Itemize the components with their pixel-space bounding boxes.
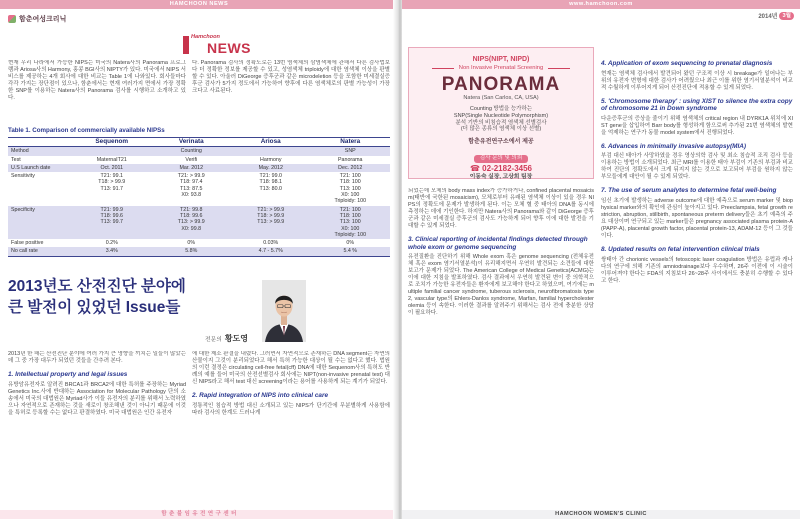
table-cell: 5.8% <box>152 247 232 256</box>
ad-subtitle-text: Non Invasive Prenatal Screening <box>458 65 544 71</box>
section-1-body-continued: 에 대한 제소 판결을 내렸다. 그러면서 자연적으로 존재하는 DNA segment는 자연의 산물이지 그것이 분리되었다고 해서 특허 가능한 대상이 될 수는 없다고 했다. 법원의 이런 결정은 circulating cell-free fetal(cff) DNA에 대한 Sequenom사의 특허도 반례의 예를 들어 미국의 산전선별검사 회사에는 NIPT(non-invasive prenatal test) 대신 NIPS라고 해서 test 대신 screening이라는 용어를 사용하게 되는 계기가 되었다. <box>192 351 390 385</box>
section-4-body: 현재는 염색체 검사에서 발견되어 왔던 구조적 이상 시 breakage가 일어나는 부위의 유전자 변형에 대한 검사가 어려웠으나 최근 이를 위한 염기서열분석이 비교적 수월하게 이루어지게 되어 산전진단에 적용할 수 있게 되었다. <box>601 70 793 91</box>
author-role: 전문의 <box>205 337 222 343</box>
table-row-sensitivity <box>8 172 390 205</box>
ad-nips-title: NIPS(NIPT, NIPD) <box>472 56 530 63</box>
table-cell: MaternaIT21 <box>96 156 127 163</box>
section-7-heading: 7. The use of serum analytes to determine fetal well-being <box>601 187 777 195</box>
table-cell: T21: 100 T18: 100 T13: 100 X0: 100 Triploidy: 100 <box>334 173 367 205</box>
issue-month-badge: 3월 <box>779 12 794 20</box>
article-column-1 <box>8 351 186 507</box>
table-cell: Panorama <box>338 156 363 163</box>
table-row-method <box>8 147 390 156</box>
table-cell: T21: 100 T18: 100 T13: 100 X0: 100 Triploidy: 100 <box>311 206 391 239</box>
section-2-heading: 2. Rapid integration of NIPS into clinical care <box>192 392 329 399</box>
table-cell: Oct. 2011 <box>72 164 152 172</box>
table-cell: T21: > 99.9 T18: > 99.9 T13: > 99.9 <box>231 206 311 239</box>
feature-title <box>8 276 186 318</box>
section-7-body: 임신 초기에 발생하는 adverse outcome에 대한 예측으로 serum marker 및 biophysical marker와의 확인에 관심이 높아지고 있다. Preeclampsia, fetal growth restriction, abruption, stillbirth, spontaneous preterm delivery들은 초기 예측의 주요 대상이며 연구되고 있는 marker들은 pregnancy associated plasma protein-A (PAPP-A), placental growth factor, placental protein-13, ADAM-12 등이 그 것들이다. <box>601 197 793 239</box>
table-cell: T21: 99.9 T18: 99.6 T13: 99.7 <box>72 206 152 239</box>
ad-description-line: (더 많은 종류의 염색체 이상 선별) <box>460 126 542 133</box>
section-6-heading: 6. Advances in minimally invasive autopsy(MIA) <box>601 142 747 150</box>
author-photo <box>262 280 306 342</box>
right-footer-bar: HAMCHOON WOMEN'S CLINIC <box>402 510 800 519</box>
ad-description <box>409 106 593 133</box>
table-row-label: Sensitivity <box>11 173 35 180</box>
left-footer-bar: 함 춘 불 임 유 전 연 구 센 터 <box>0 510 398 519</box>
right-page <box>402 0 800 519</box>
table-row-label: Method <box>8 147 72 156</box>
section-2-body: 정통적인 침습적 방법 대신 소개되고 있는 NIPS가 단기간에 무분별하게 사용함에 따라 검사의 한계도 드러나게 <box>192 402 390 416</box>
table-cell: 5.4 % <box>311 247 391 256</box>
table-cell: Mar. 2012 <box>152 164 232 172</box>
ad-product-name: PANORAMA <box>441 74 561 95</box>
clinic-logo <box>8 14 66 24</box>
ad-inquiry-label: 검사 문의 및 의뢰 <box>474 155 529 163</box>
table-cell-counting: Counting <box>72 147 311 156</box>
table-cell: 0.03% <box>263 240 279 247</box>
table-row-launch-date <box>8 164 390 172</box>
clinic-logo-text: 함춘여성크리닉 <box>19 16 67 23</box>
ad-rule-left <box>432 68 454 69</box>
intro-paragraph-col1: 현재 우리 나라에서 가능한 NIPS는 미국의 Natera사의 Panorama 프로그램과 Ariosa사의 Harmony, 홍콩 BGI사의 NIPTY가 있다. 미국에서 NIPS 서비스를 제공하는 4개 회사에 대한 비교는 Table 1에 나와있다. 회사들마다 각각 가지는 장단점이 있으나, 함춘에서는 현재 여러가지 면에서 가장 정확한 SNP를 이용하는 Natera사의 Panorama 검사를 시행하고 소개하고 있다. <box>8 60 186 101</box>
table-cell: 0% <box>346 240 355 247</box>
feature-title-line1: 2013년도 산전진단 분야에 <box>8 278 186 295</box>
author-name: 황도영 <box>224 334 248 343</box>
left-header-bar: HAMCHOON NEWS <box>0 0 398 9</box>
section-8-body: 쌍태아 간 chorionic vessels의 fetoscopic laser coagulation 방법은 유럽과 캐나다의 연구에 의해 기존의 amniodrainage보다 우수하며, 26주 이전에 이 시술이 이루어져야 한다는 FDA의 지침보다 26~28주 사이에서도 충분히 수행할 수 있다고 한다. <box>601 256 793 284</box>
ad-maker: Natera (San Carlos, CA, USA) <box>463 95 539 101</box>
table-title: Table 1. Comparison of commercially available NIPSs <box>8 127 165 134</box>
table-row-false-positive <box>8 239 390 247</box>
news-logo-mark-icon <box>183 36 189 54</box>
section-5-body: 다운증후군의 증상을 줄이기 위해 염색체의 critical region 내 DYRK1A 위치에 XIST gene을 삽입하여 Barr body를 형성하게 함으로써 추가된 21번 염색체의 발현을 억제하는 연구가 동물 model system에서 진행되었다. <box>601 115 793 136</box>
news-logo-brand: Hamchoon <box>191 34 220 40</box>
table-row-no-call-rate <box>8 247 390 256</box>
table-row-specificity <box>8 206 390 239</box>
section-1-body: 유방암유전자로 알려진 BRCA1과 BRCA2에 대한 특허를 주장하는 Myriad Genetics Inc.사에 반대하는 Association for Molecular Pathology 단의 소송에서 미국의 대법원은 Myriad사가 이들 유전자의 분리를 위해서 노력하였으나 자연적으로 존재하는 것을 새로이 창조해낸 것이 아니기 때문에 이것을 특허로 등록할 수는 없다고 판결하였다. 미국 대법원은 인간 유전자 <box>8 381 186 416</box>
panorama-ad-box <box>408 47 594 179</box>
table-cell: T21: 99.1 T18: > 99.9 T13: 91.7 <box>98 173 126 192</box>
table-row-label: Specificity <box>8 206 72 239</box>
author-byline <box>205 333 248 344</box>
table-header-row <box>8 138 390 147</box>
table-cell: 0.2% <box>105 240 118 247</box>
section-2-body-continued: 되었는데 모체의 body mass index가 증가하거나, confined placental mosaicism(태반에 국한된 mosaicism), 모체로부터 유래된 염색체 이상이 있을 경우 NIPS의 정확도에 문제가 발생하게 된다. 이는 모체 혈 중 태아의 DNA를 동시에 측정하는 데에 기인한다. 하지만 Natera사의 Panorama와 같이 DiGeorge 증후군과 같은 미세결실 증후군의 검사도 가능하게 되어 향후 이에 대한 발전을 기대할 수 있게 되었다. <box>408 188 594 229</box>
table-cell: T21: 99.0 T18: 98.1 T13: 80.0 <box>259 173 282 192</box>
table-row-label: U.S Launch date <box>8 164 72 172</box>
table-header-ariosa: Ariosa <box>231 138 311 147</box>
section-4-heading: 4. Application of exom sequencing to prenatal diagnosis <box>601 60 773 67</box>
table-cell: 0% <box>187 240 196 247</box>
table-cell: Dec. 2012 <box>311 164 391 172</box>
section-8-heading: 8. Updated results on fetal intervention clinical trials <box>601 245 760 253</box>
ad-description-line: Counting 방법을 능가하는 <box>469 106 533 112</box>
table-cell: 3.4% <box>72 247 152 256</box>
left-page <box>0 0 398 519</box>
table-cell: Verifi <box>185 156 198 163</box>
ad-description-line: 분석 기반의 비침습적 염색체 선별검사 <box>455 119 547 126</box>
nips-comparison-table <box>8 137 390 257</box>
table-cell-snp: SNP <box>311 147 391 156</box>
table-cell: Harmony <box>260 156 282 163</box>
section-1-heading: 1. Intellectual property and legal issues <box>8 371 128 378</box>
ad-description-line: SNP(Single Nucleotide Polymorphism) <box>453 112 549 119</box>
feature-title-line2: 큰 발전이 있었던 Issue들 <box>8 299 181 316</box>
table-cell: T21: 99.8 T18: 99.6 T13: > 99.9 X0: 99.8 <box>152 206 232 239</box>
ad-phone: ☎ 02-2182-3456 <box>469 164 532 174</box>
news-logo-word: NEWS <box>207 40 251 56</box>
article-column-4 <box>601 54 793 507</box>
table-header-verinata: Verinata <box>152 138 232 147</box>
ad-subtitle <box>409 64 593 72</box>
table-row-label: Test <box>11 156 21 163</box>
article-column-3 <box>408 188 594 507</box>
table-row-test <box>8 156 390 164</box>
ad-rule-right <box>548 68 570 69</box>
intro-paragraph-col2: 다. Panorama 검사의 정확도로는 13번 염색체의 삼염색체에 관해서 다른 검사법보다 더 정확한 정보를 제공할 수 있고, 성염색체 triploidy에 대한 염색체 이상을 판별할 수 있다. 아울러 DiGeorge 증후군과 같은 microdeletion 등을 포함한 미세결실증후군 검사가 5가지 정도에서 가능하여 향후에 다른 염색체로의 판별 가능성이 가장 크다고 사료된다. <box>192 60 390 94</box>
section-6-body: 부검 대신 태아가 사망하였을 경우 영상의학 검사 및 최소 침습적 조직 검사 등을 이용하는 방법이 소개되었다. 최근 MRI를 이용한 태아 부검이 기존의 부검과 비교하여 진단의 정확도에서 크게 뒤지지 않는 것으로 보고되어 부검을 원하지 않는 부모들에게 대안이 될 수 있게 되었다. <box>601 153 793 181</box>
ad-provider: 함춘유전연구소에서 제공 <box>468 139 534 146</box>
right-header-bar: www.hamchoon.com <box>402 0 800 9</box>
article-lead: 2013년 한 해는 산전진단 분야에 여러 가지 큰 영향을 끼치는 일들이 많았는데 그 중 가장 대두가 되었던 것들을 간추려 본다. <box>8 351 186 364</box>
issue-year: 2014년 <box>758 14 778 20</box>
table-cell: 4.7 - 5.7% <box>231 247 311 256</box>
ad-contacts: 이동숙 실장, 고상희 팀장 <box>469 174 533 181</box>
article-column-2 <box>192 351 390 507</box>
table-row-label: No call rate <box>8 247 72 256</box>
table-corner-cell <box>8 138 72 147</box>
table-row-label: False positive <box>11 240 44 247</box>
section-5-heading: 5. 'Chromosome therapy' : using XIST to silence the extra copy of chromosome 21 in Down syndrome <box>601 97 793 113</box>
table-cell: T21: > 99.9 T18: 97.4 T13: 87.5 X0: 93.8 <box>177 173 205 199</box>
section-3-heading: 3. Clinical reporting of incidental findings detected through whole exom or genome sequencing <box>408 236 588 251</box>
table-header-sequenom: Sequenom <box>72 138 152 147</box>
issue-date <box>758 11 794 20</box>
news-logo <box>183 34 273 56</box>
table-cell: May. 2012 <box>231 164 311 172</box>
clinic-logo-icon <box>8 15 16 23</box>
section-3-body: 유전질환을 진단하기 위해 Whole exom 혹은 genome sequencing (전체유전체 혹은 exom 염기서열분석)이 유리해지면서 우연히 발견되는 소견들에 대한 보고가 문제가 되었다. The American College of Medical Genetics(ACMG)는 이에 대한 지침을 발표하였다. 검사 결과에서 우연히 발견된 변이 중 의학적으로 조치가 가능한 유전자들은 환자에게 보고해야 한다고 하였으며, 여기에는 multiple familial cancer syndrome, tuberous sclerosis, neurofibromatosis type 2, vascular type의 Ehlers-Danlos syndrome, Marfan, familial hypercholesterolemia 등이 속한다. 이러한 결과를 알려주기 위해서는 검사 전에 충분한 상담이 필요하다. <box>408 254 594 317</box>
table-header-natera: Natera <box>311 138 391 147</box>
